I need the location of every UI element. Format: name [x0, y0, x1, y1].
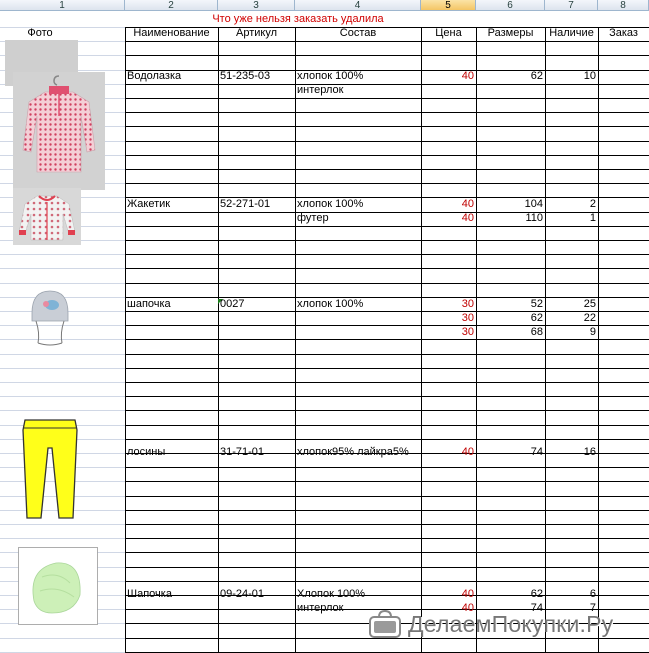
row-line — [125, 481, 649, 482]
product-composition[interactable]: интерлок — [297, 84, 344, 96]
row-gridline — [0, 368, 125, 369]
green-cap-photo[interactable] — [18, 547, 98, 625]
product-stock[interactable]: 16 — [583, 446, 596, 458]
column-header-6[interactable]: 6 — [476, 0, 545, 11]
row-line — [125, 183, 649, 184]
column-header-2[interactable]: 2 — [125, 0, 218, 11]
row-line — [125, 567, 649, 568]
row-gridline — [0, 538, 125, 539]
row-line — [125, 368, 649, 369]
header-article[interactable]: Артикул — [235, 27, 277, 39]
row-line — [125, 552, 649, 553]
product-composition[interactable]: хлопок 100% — [297, 298, 364, 310]
product-name[interactable]: лосины — [127, 446, 166, 458]
site-watermark — [368, 608, 613, 640]
product-composition[interactable]: хлопок 100% — [297, 70, 364, 82]
product-size[interactable]: 74 — [530, 446, 543, 458]
row-line — [125, 439, 649, 440]
product-stock[interactable]: 9 — [589, 326, 596, 338]
product-price[interactable]: 40 — [461, 588, 474, 600]
product-stock[interactable]: 2 — [589, 198, 596, 210]
column-header-3[interactable]: 3 — [218, 0, 295, 11]
product-composition[interactable]: интерлок — [297, 602, 344, 614]
header-composition[interactable]: Состав — [339, 27, 377, 39]
row-gridline — [0, 410, 125, 411]
cardigan-photo[interactable] — [13, 188, 81, 245]
column-line — [125, 27, 126, 653]
product-price[interactable]: 40 — [461, 198, 474, 210]
row-line — [125, 126, 649, 127]
row-line — [125, 268, 649, 269]
header-sizes[interactable]: Размеры — [487, 27, 534, 39]
column-header-8[interactable]: 8 — [598, 0, 649, 11]
product-price[interactable]: 30 — [461, 312, 474, 324]
column-line — [218, 27, 219, 653]
product-stock[interactable]: 25 — [583, 298, 596, 310]
product-stock[interactable]: 6 — [589, 588, 596, 600]
row-gridline — [0, 283, 125, 284]
product-size[interactable]: 74 — [530, 602, 543, 614]
row-line — [125, 339, 649, 340]
column-line — [545, 27, 546, 653]
product-price[interactable]: 30 — [461, 326, 474, 338]
column-header-5[interactable]: 5 — [421, 0, 476, 11]
row-line — [125, 226, 649, 227]
row-line — [125, 84, 649, 85]
row-line — [125, 240, 649, 241]
product-size[interactable]: 62 — [530, 312, 543, 324]
row-gridline — [0, 382, 125, 383]
header-name[interactable]: Наименование — [133, 27, 210, 39]
row-line — [125, 510, 649, 511]
row-line — [125, 396, 649, 397]
column-line — [421, 27, 422, 653]
column-line — [598, 27, 599, 653]
row-line — [125, 155, 649, 156]
column-header-1[interactable]: 1 — [0, 0, 125, 11]
row-line — [125, 496, 649, 497]
row-line — [125, 538, 649, 539]
product-price[interactable]: 30 — [461, 298, 474, 310]
row-line — [125, 141, 649, 142]
row-line — [125, 354, 649, 355]
notice-text[interactable]: Что уже нельзя заказать удалила — [212, 13, 384, 25]
product-stock[interactable]: 22 — [583, 312, 596, 324]
yellow-leggings-photo[interactable] — [19, 418, 81, 522]
header-order[interactable]: Заказ — [609, 27, 638, 39]
shopping-bag-icon — [368, 609, 402, 639]
column-line — [295, 27, 296, 653]
row-gridline — [0, 254, 125, 255]
product-composition[interactable]: хлопок 100% — [297, 198, 364, 210]
product-article[interactable]: 0027 — [220, 298, 245, 310]
row-gridline — [0, 524, 125, 525]
product-article[interactable]: 31-71-01 — [220, 446, 265, 458]
product-article[interactable]: 51-235-03 — [220, 70, 271, 82]
row-line — [125, 410, 649, 411]
product-name[interactable]: Жакетик — [127, 198, 171, 210]
product-price[interactable]: 40 — [461, 602, 474, 614]
product-size[interactable]: 110 — [525, 212, 543, 224]
product-size[interactable]: 62 — [530, 70, 543, 82]
row-line — [125, 467, 649, 468]
row-line — [125, 524, 649, 525]
row-line — [125, 55, 649, 56]
product-name[interactable]: Водолазка — [127, 70, 182, 82]
column-header-4[interactable]: 4 — [295, 0, 421, 11]
pink-turtleneck-photo[interactable] — [13, 72, 105, 190]
row-line — [125, 425, 649, 426]
row-line — [125, 98, 649, 99]
product-article[interactable]: 09-24-01 — [220, 588, 265, 600]
product-price[interactable]: 40 — [461, 70, 474, 82]
product-stock[interactable]: 7 — [589, 602, 596, 614]
column-header-7[interactable]: 7 — [545, 0, 598, 11]
product-size[interactable]: 62 — [530, 588, 543, 600]
product-size[interactable]: 68 — [530, 326, 543, 338]
product-name[interactable]: Шапочка — [127, 588, 172, 600]
row-line — [125, 169, 649, 170]
baby-hat-photo[interactable] — [28, 287, 72, 349]
row-gridline — [0, 638, 125, 639]
row-line — [125, 112, 649, 113]
product-article[interactable]: 52-271-01 — [220, 198, 271, 210]
product-stock[interactable]: 10 — [583, 70, 596, 82]
product-composition[interactable]: футер — [297, 212, 329, 224]
product-stock[interactable]: 1 — [589, 212, 596, 224]
product-name[interactable]: шапочка — [127, 298, 171, 310]
header-price[interactable]: Цена — [435, 27, 462, 39]
row-gridline — [0, 396, 125, 397]
product-size[interactable]: 104 — [524, 198, 543, 210]
row-gridline — [0, 354, 125, 355]
row-line — [125, 254, 649, 255]
product-composition[interactable]: Хлопок 100% — [297, 588, 366, 600]
product-size[interactable]: 52 — [530, 298, 543, 310]
header-photo[interactable]: Фото — [27, 27, 53, 39]
row-line — [125, 382, 649, 383]
product-price[interactable]: 40 — [461, 446, 474, 458]
header-stock[interactable]: Наличие — [549, 27, 594, 39]
column-line — [476, 27, 477, 653]
row-line — [125, 41, 649, 42]
row-line — [125, 581, 649, 582]
watermark-text: ДелаемПокупки.Ру — [408, 610, 614, 637]
row-gridline — [0, 268, 125, 269]
row-line — [125, 283, 649, 284]
product-composition[interactable]: хлопок95% лайкра5% — [297, 446, 409, 458]
product-price[interactable]: 40 — [461, 212, 474, 224]
